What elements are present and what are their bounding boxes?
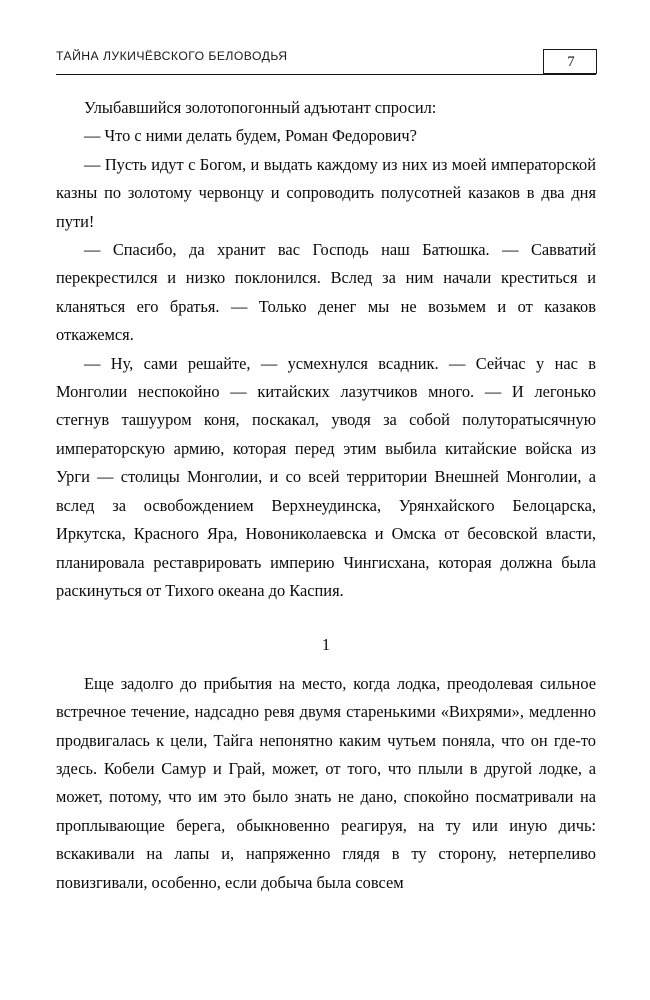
paragraph: — Что с ними делать будем, Роман Федорович? [84, 126, 417, 146]
chapter-number: 1 [321, 635, 331, 655]
page-number: 7 [567, 54, 575, 70]
text-block [56, 94, 596, 897]
header-rule [56, 74, 596, 75]
folio-box [543, 49, 597, 74]
paragraph: Еще задолго до прибытия на место, когда лодка, преодолевая сильное встречное течение, надсадно ревя двумя старенькими «Вихрями», медленно продвигалась к цели, Тайга непонятно каким чутьем поняла, что он где-то здесь. Кобели Самур и Грай, может, от того, что плыли в другой лодке, а может, потому, что им это было знать не дано, спокойно посматривали на проплывающие берега, обыкновенно реагируя, на ту или иную дичь: вскакивали на лапы и, напряженно глядя в ту сторону, нетерпеливо повизгивали, особенно, если добыча была совсем [56, 673, 596, 892]
paragraph: — Спасибо, да хранит вас Господь наш Батюшка. — Савватий перекрестился и низко поклонился. Вслед за ним начали креститься и кланяться его братья. — Только денег мы не возьмем и от казаков откажемся. [56, 240, 596, 345]
paragraph: — Пусть идут с Богом, и выдать каждому из них из моей императорской казны по золотому червонцу и сопроводить полусотней казаков в два дня пути! [56, 154, 596, 231]
paragraph: — Ну, сами решайте, — усмехнулся всадник. — Сейчас у нас в Монголии неспокойно — китайских лазутчиков много. — И легонько стегнув ташууром коня, поскакал, уводя за собой полуторатысячную императорскую армию, которая перед этим выбила китайские войска из Урги — столицы Монголии, и со всей территории Внешней Монголии, а вслед за освобождением Верхнеудинска, Урянхайского Белоцарска, Иркутска, Красного Яра, Новониколаевска и Омска от бесовской власти, планировала реставрировать империю Чингисхана, которая должна была раскинуться от Тихого океана до Каспия. [56, 353, 596, 600]
running-head [56, 48, 596, 78]
paragraph: Улыбавшийся золотопогонный адъютант спросил: [84, 98, 437, 117]
running-head-title: ТАЙНА ЛУКИЧЁВСКОГО БЕЛОВОДЬЯ [56, 49, 288, 63]
